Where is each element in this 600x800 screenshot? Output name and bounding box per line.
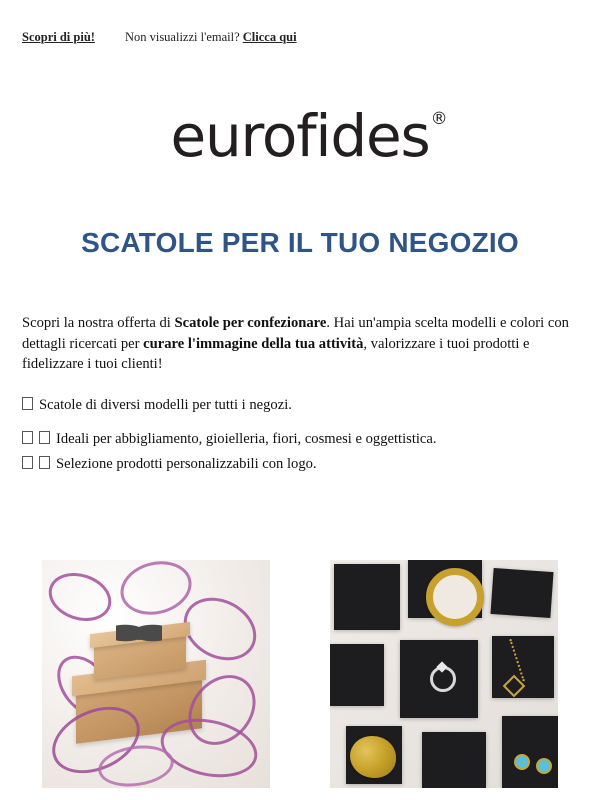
discover-more-link[interactable]: Scopri di più!: [22, 30, 95, 44]
list-item-label: Ideali per abbigliamento, gioielleria, fiori, cosmesi e oggettistica.: [56, 431, 437, 448]
preheader: [0, 0, 600, 45]
turquoise-earring: [538, 760, 550, 772]
intro-bold-1: Scatole per confezionare: [174, 315, 327, 331]
eurofides-logo[interactable]: [170, 102, 447, 170]
box-bullet-icon: [22, 397, 33, 410]
click-here-link[interactable]: Clicca qui: [242, 30, 297, 44]
box-bullet-icon: [22, 431, 33, 444]
box-bullet-icon: [39, 456, 50, 469]
diamond-ring: [430, 666, 456, 692]
black-box: [422, 732, 486, 788]
intro-bold-2: curare l'immagine della tua attività: [143, 335, 364, 352]
logo-block: [0, 102, 600, 170]
list-item-label: Selezione prodotti personalizzabili con logo.: [56, 456, 317, 473]
black-box: [330, 644, 384, 706]
list-item: [22, 395, 578, 416]
gift-boxes-image[interactable]: [42, 560, 270, 788]
box-bullet-icon: [39, 431, 50, 444]
intro-part-3: , valorizzare i tuoi prodotti e fidelizzare i tuoi clienti!: [22, 335, 530, 373]
logo-wordmark: eurofides: [170, 102, 430, 170]
page-title: SCATOLE PER IL TUO NEGOZIO: [81, 227, 519, 258]
product-image-row: [0, 560, 600, 788]
list-item: [22, 454, 578, 475]
turquoise-earring: [516, 756, 528, 768]
intro-part-2: . Hai un'ampia scelta modelli e colori con dettagli ricercati per: [22, 315, 569, 352]
black-box: [490, 568, 553, 618]
dark-bow-icon: [116, 618, 162, 648]
registered-trademark-icon: ®: [430, 109, 447, 129]
box-bullet-icon: [22, 456, 33, 469]
intro-part-1: Scopri la nostra offerta di: [22, 315, 175, 331]
black-box: [334, 564, 400, 630]
gold-brooch: [350, 736, 396, 778]
intro-paragraph: [22, 313, 578, 375]
black-box: [492, 636, 554, 698]
feature-list: [22, 395, 578, 475]
list-item: [22, 429, 578, 450]
list-item-label: Scatole di diversi modelli per tutti i negozi.: [39, 397, 292, 414]
not-viewing-text: Non visualizzi l'email?: [124, 30, 240, 44]
gold-bangle: [426, 568, 484, 626]
black-box: [502, 716, 558, 788]
jewellery-boxes-image[interactable]: [330, 560, 558, 788]
